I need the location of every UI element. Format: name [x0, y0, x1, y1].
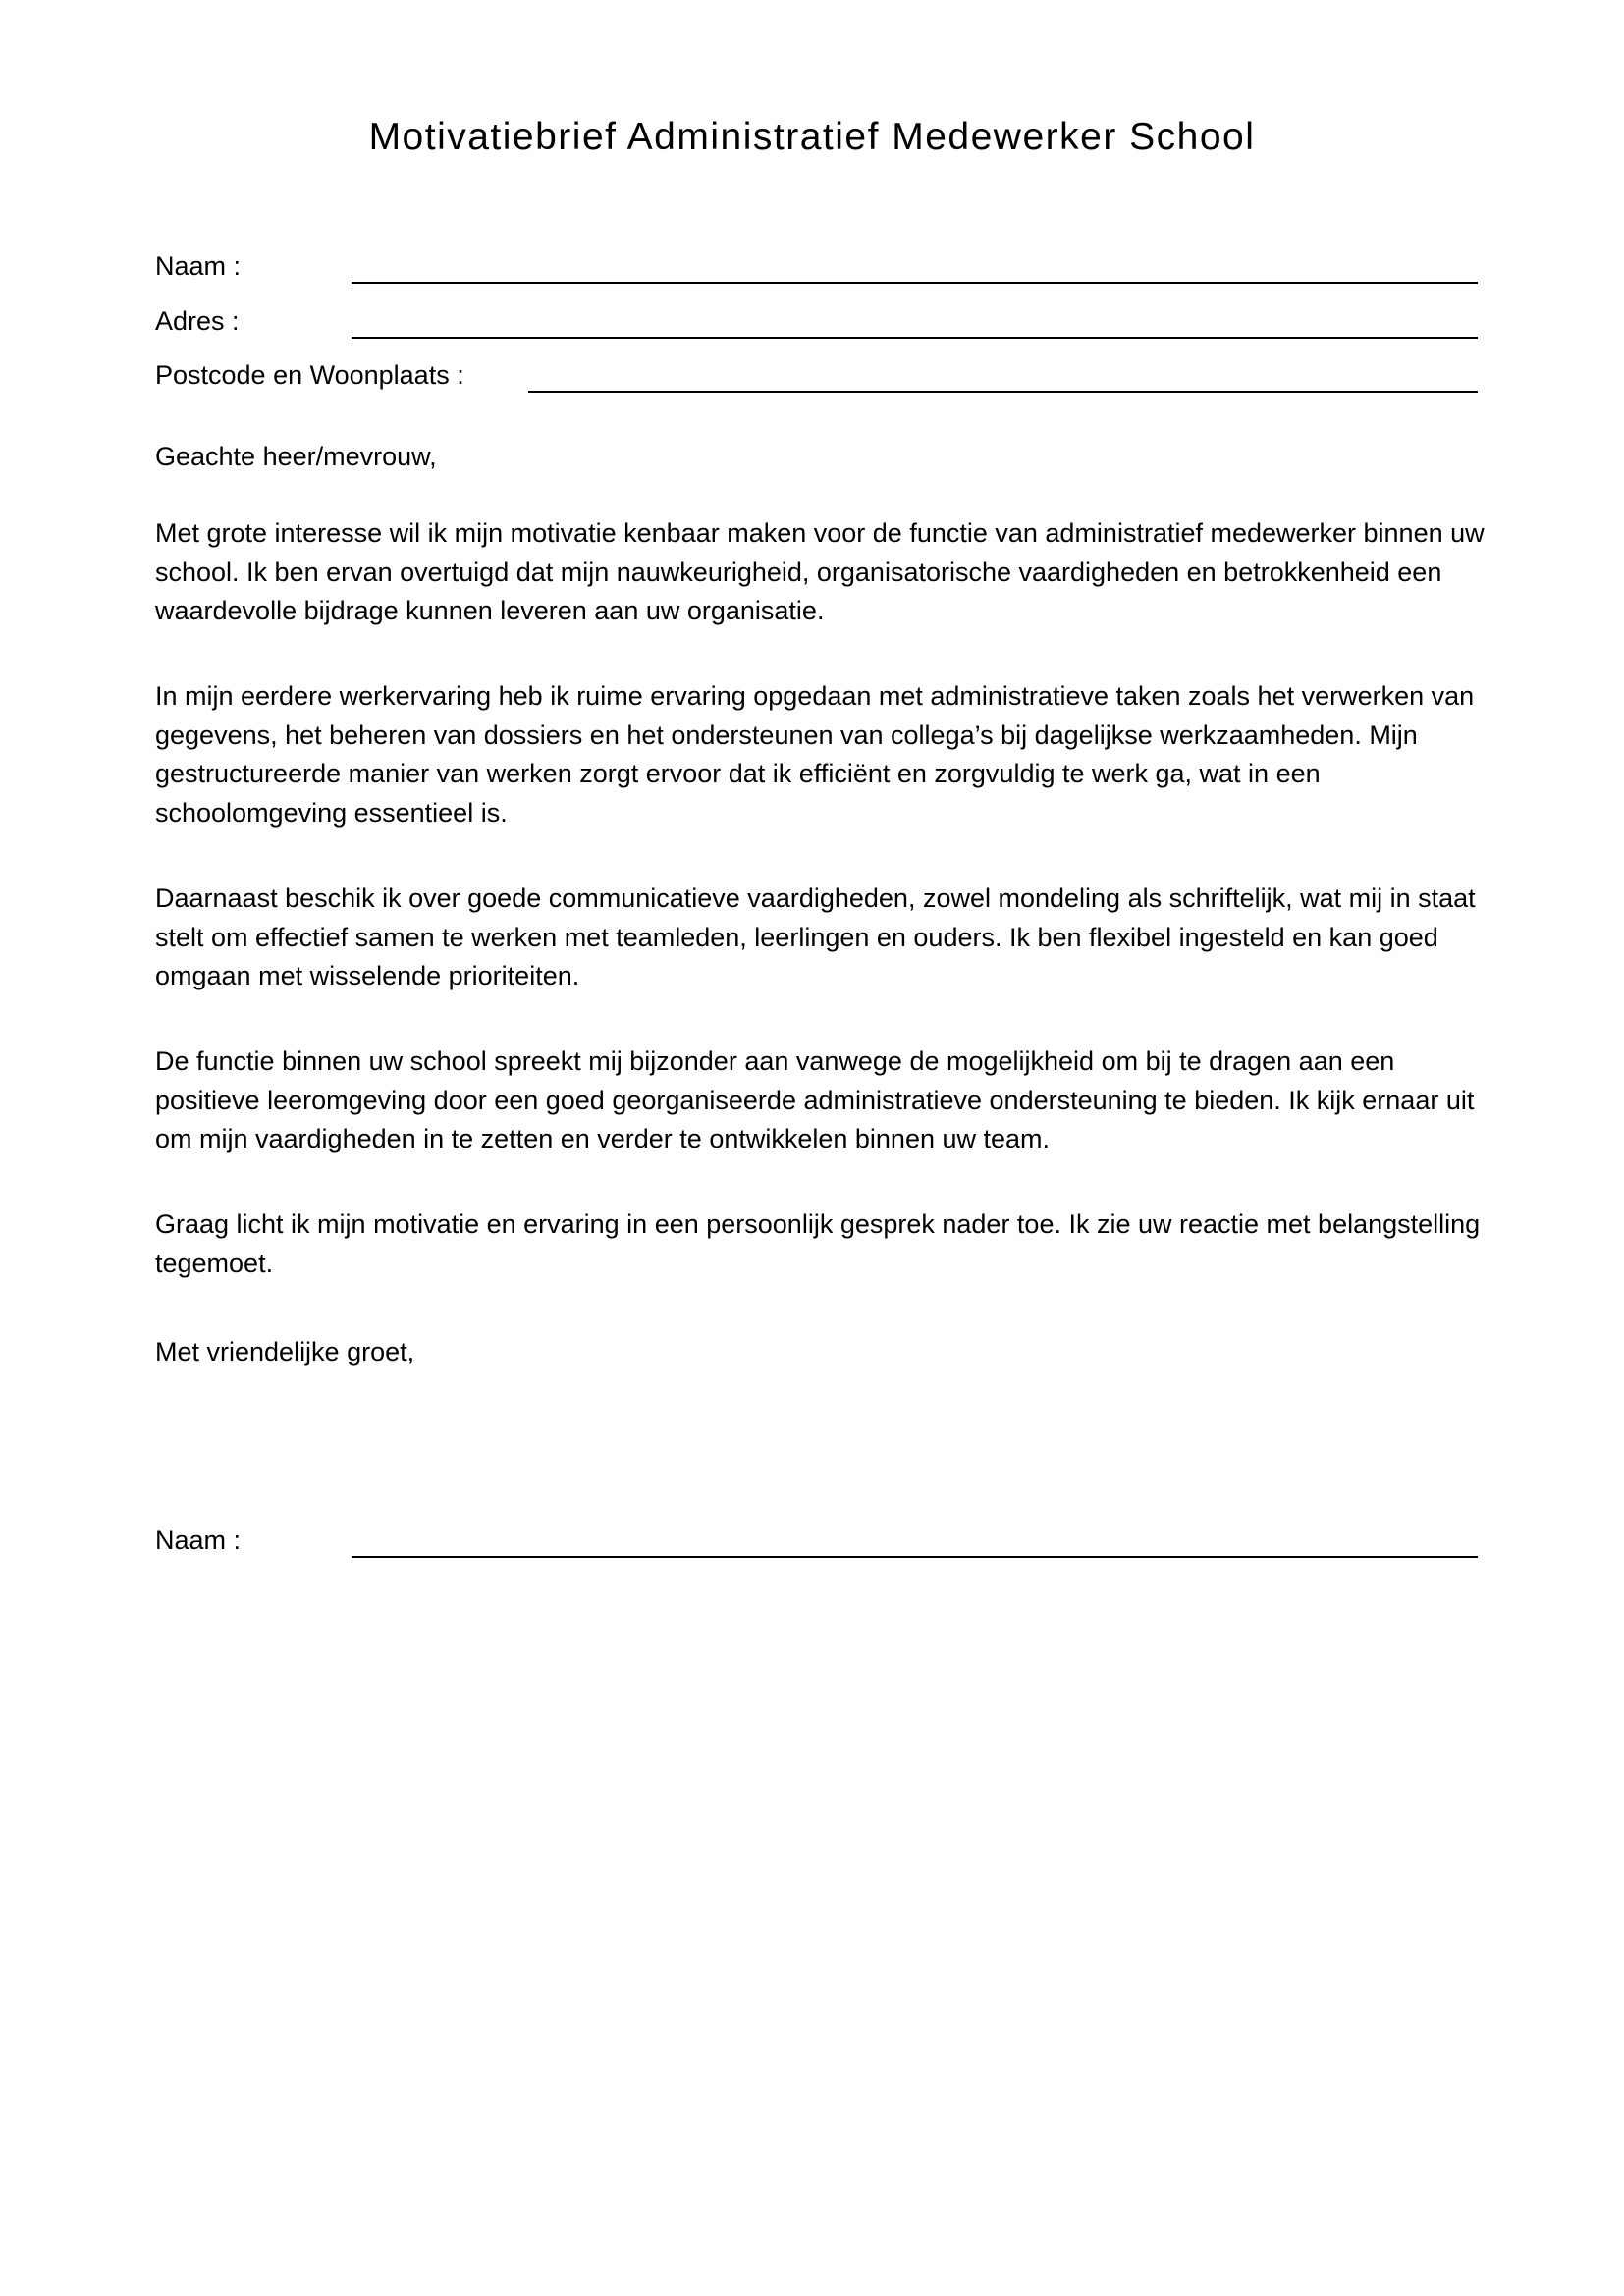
paragraph-3: Daarnaast beschik ik over goede communicatieve vaardigheden, zowel mondeling als schriftelijk, wat mij in staat stelt om effectief samen te werken met teamleden, leerlingen en ouders. Ik ben flexibel ingesteld en kan goed omgaan met wisselende prioriteiten.: [155, 883, 1476, 990]
signature-name-label: Naam :: [155, 1525, 242, 1555]
name-field-label: Naam :: [155, 251, 242, 281]
postal-city-field-label: Postcode en Woonplaats :: [155, 360, 464, 390]
page-title: Motivatiebrief Administratief Medewerker School: [368, 116, 1256, 158]
postal-city-fill-line[interactable]: [528, 391, 1478, 393]
salutation: Geachte heer/mevrouw,: [155, 442, 437, 471]
paragraph-4: De functie binnen uw school spreekt mij bijzonder aan vanwege de mogelijkheid om bij te dragen aan een positieve leeromgeving door een goed georganiseerde administratieve ondersteuning te bieden. Ik kijk ernaar uit om mijn vaardigheden in te zetten en verder te ontwikkelen binnen uw team.: [155, 1046, 1475, 1153]
paragraph-5: Graag licht ik mijn motivatie en ervaring in een persoonlijk gesprek nader toe. Ik zie uw reactie met belangstelling tegemoet.: [155, 1209, 1481, 1278]
paragraph-2: In mijn eerdere werkervaring heb ik ruime ervaring opgedaan met administratieve taken zoals het verwerken van gegevens, het beheren van dossiers en het ondersteunen van collega’s bij dagelijkse werkzaamheden. Mijn gestructureerde manier van werken zorgt ervoor dat ik efficiënt en zorgvuldig te werk ga, wat in een schoolomgeving essentieel is.: [155, 681, 1475, 828]
address-fill-line[interactable]: [352, 337, 1478, 339]
paragraph-1: Met grote interesse wil ik mijn motivatie kenbaar maken voor de functie van administratief medewerker binnen uw school. Ik ben ervan overtuigd dat mijn nauwkeurigheid, organisatorische vaardigheden en betrokkenheid een waardevolle bijdrage kunnen leveren aan uw organisatie.: [155, 518, 1485, 625]
address-field: [155, 306, 1478, 346]
signature-name-field: [155, 1525, 1478, 1565]
name-fill-line[interactable]: [352, 282, 1478, 284]
postal-city-field: [155, 360, 1478, 400]
signature-fill-line[interactable]: [352, 1556, 1478, 1558]
name-field: [155, 251, 1478, 291]
closing: Met vriendelijke groet,: [155, 1337, 415, 1366]
address-field-label: Adres :: [155, 306, 240, 336]
